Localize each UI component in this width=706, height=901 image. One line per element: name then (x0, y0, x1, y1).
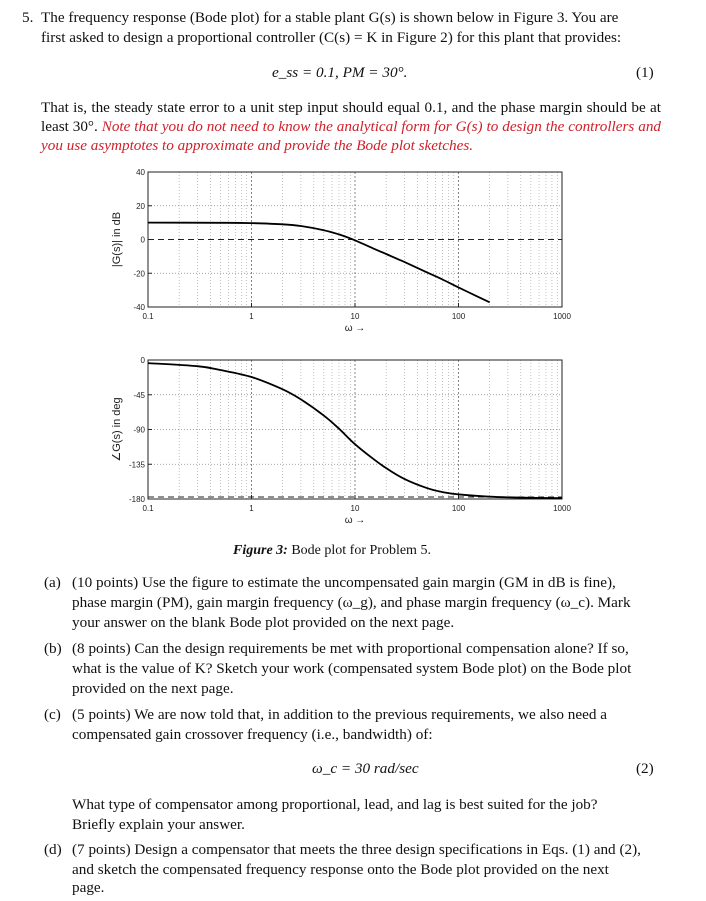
part-b-line-2: what is the value of K? Sketch your work (compensated system Bode plot) on the Bode plot (72, 660, 632, 677)
figure-caption-text: Bode plot for Problem 5. (291, 543, 431, 558)
equation-1-number: (1) (636, 64, 654, 81)
equation-2-number: (2) (636, 760, 654, 777)
x-tick-label: 100 (451, 504, 466, 513)
part-d-line-1: (7 points) Design a compensator that meets the three design specifications in Eqs. (1) and (2), (72, 841, 641, 858)
y-tick-label: 0 (140, 235, 145, 245)
part-c-line-4: Briefly explain your answer. (72, 816, 245, 833)
y-tick-label: -20 (133, 269, 145, 279)
part-d-line-2: and sketch the compensated frequency response onto the Bode plot provided on the next (72, 861, 609, 878)
y-tick-label: -90 (133, 425, 145, 435)
figure-caption (233, 543, 431, 559)
series-line (148, 223, 490, 303)
part-b-line-1: (8 points) Can the design requirements be met with proportional compensation alone? If so, (72, 640, 629, 657)
y-tick-label: -180 (128, 495, 145, 504)
part-a-line-1: (10 points) Use the figure to estimate the uncompensated gain margin (GM in dB is fine), (72, 574, 616, 591)
y-tick-label: -40 (133, 303, 145, 312)
x-tick-label: 1000 (553, 312, 571, 321)
part-c-label: (c) (44, 706, 61, 723)
x-tick-label: 0.1 (142, 504, 154, 513)
x-tick-label: 1 (249, 312, 254, 321)
part-d-line-3: page. (72, 879, 105, 896)
y-axis-label: |G(s)| in dB (111, 211, 123, 268)
part-c-line-2: compensated gain crossover frequency (i.e., bandwidth) of: (72, 726, 433, 743)
part-a-line-3: your answer on the blank Bode plot provided on the next page. (72, 614, 455, 631)
intro-line-2: first asked to design a proportional controller (C(s) = K in Figure 2) for this plant that provides: (41, 29, 622, 46)
part-a-line-2: phase margin (PM), gain margin frequency (ω_g), and phase margin frequency (ω_c). Mark (72, 594, 631, 611)
equation-1: e_ss = 0.1, PM = 30°. (272, 64, 408, 81)
magnitude-axes (111, 168, 571, 334)
phase-axes (111, 356, 571, 526)
y-tick-label: 0 (140, 356, 145, 365)
part-b-label: (b) (44, 640, 62, 657)
intro-line-1: The frequency response (Bode plot) for a stable plant G(s) is shown below in Figure 3. You are (41, 9, 619, 26)
part-a-label: (a) (44, 574, 61, 591)
part-d-label: (d) (44, 841, 62, 858)
series-line (148, 363, 562, 498)
plot-frame (148, 360, 562, 499)
that-is-sentence: That is, the steady state error to a unit step input should equal 0.1, and the phase margin should be at least 30°. (41, 99, 661, 135)
y-axis-label: ∠G(s) in deg (111, 397, 123, 462)
y-tick-label: 20 (136, 201, 145, 211)
x-tick-label: 10 (350, 312, 360, 321)
x-tick-label: 0.1 (142, 312, 154, 321)
part-b-line-3: provided on the next page. (72, 680, 234, 697)
plot-frame (148, 172, 562, 307)
part-c-line-1: (5 points) We are now told that, in addition to the previous requirements, we also need a (72, 706, 607, 723)
x-axis-label: ω → (344, 515, 366, 526)
x-tick-label: 10 (350, 504, 360, 513)
note-text: Note that you do not need to know the analytical form for G(s) to design the controllers and you use asymptotes to approximate and provide the Bode plot sketches. (41, 118, 662, 154)
equation-2: ω_c = 30 rad/sec (312, 760, 419, 777)
x-tick-label: 1000 (553, 504, 571, 513)
figure-caption-label: Figure 3: (233, 543, 288, 558)
y-tick-label: 40 (136, 168, 145, 177)
x-tick-label: 1 (249, 504, 254, 513)
that-is-text (41, 98, 661, 155)
part-c-line-3: What type of compensator among proportional, lead, and lag is best suited for the job? (72, 796, 598, 813)
x-axis-label: ω → (344, 323, 366, 334)
x-tick-label: 100 (451, 312, 466, 321)
y-tick-label: -135 (128, 460, 145, 470)
problem-number: 5. (22, 9, 34, 26)
y-tick-label: -45 (133, 390, 145, 400)
